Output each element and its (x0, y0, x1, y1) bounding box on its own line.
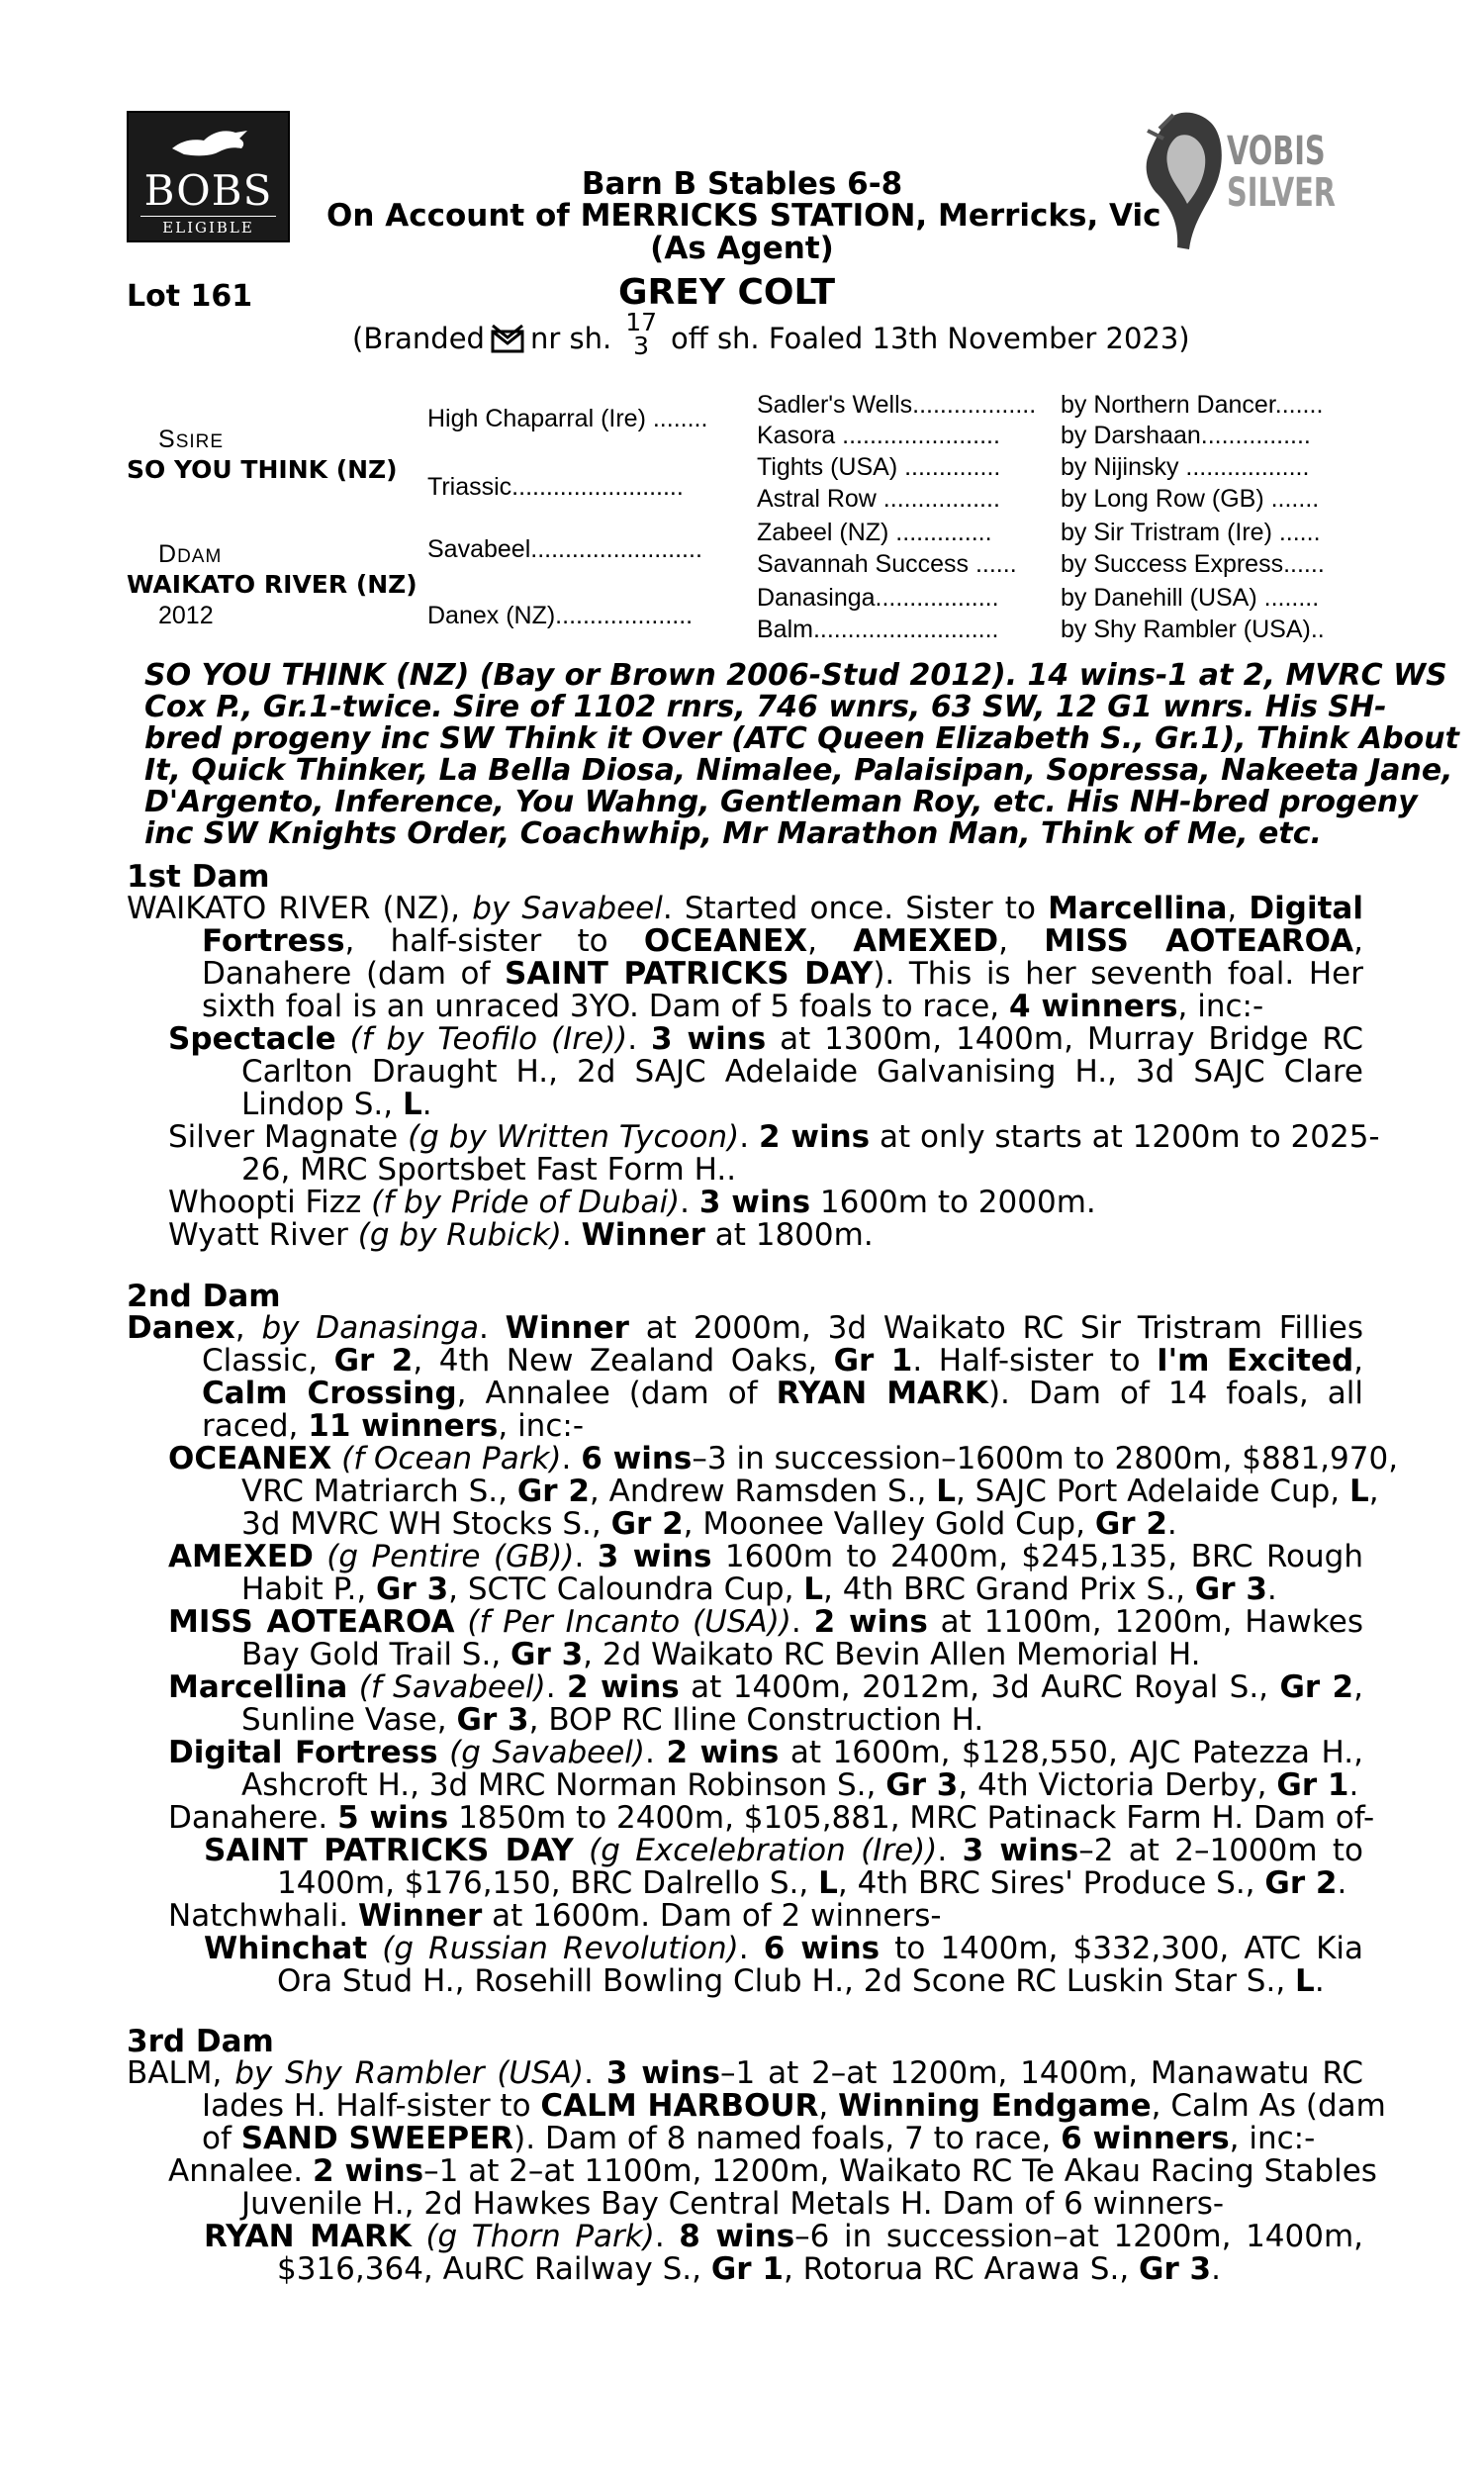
progeny-entry (127, 1606, 1363, 1671)
grand-progeny-entry (127, 2221, 1363, 2286)
summary-line: SO YOU THINK (NZ) (Bay or Brown 2006-Stud 2012). 14 wins-1 at 2, MVRC WS (144, 658, 1447, 693)
dam-name: WAIKATO RIVER (NZ) (127, 570, 417, 599)
pedigree-gen2: Triassic......................... (427, 473, 684, 501)
progeny-entry-line: Ashcroft H., 3d MRC Norman Robinson S., Gr 3, 4th Victoria Derby, Gr 1. (241, 1767, 1359, 1803)
progeny-entry (127, 1671, 1363, 1737)
dam-intro-line: WAIKATO RIVER (NZ), by Savabeel. Started once. Sister to Marcellina, Digital (127, 891, 1363, 926)
grand-progeny-entry (127, 1835, 1363, 1900)
grand-progeny-entry-line: Whinchat (g Russian Revolution). 6 wins to 1400m, $332,300, ATC Kia (204, 1931, 1364, 1966)
dam-label: DDAM (158, 540, 223, 568)
first-dam-section (127, 891, 1380, 1253)
summary-line: inc SW Knights Order, Coachwhip, Mr Marathon Man, Think of Me, etc. (144, 816, 1322, 851)
progeny-entry (127, 1800, 1375, 1836)
brand-near-side: nr sh. (529, 322, 612, 355)
progeny-entry-line: Annalee. 2 wins–1 at 2–at 1100m, 1200m, Waikato RC Te Akau Racing Stables (168, 2153, 1377, 2189)
summary-line: It, Quick Thinker, La Bella Diosa, Nimalee, Palaisipan, Sopressa, Nakeeta Jane, (144, 753, 1453, 788)
logo-text-vobis: VOBIS (1227, 129, 1326, 174)
brand-off-top: 17 (625, 308, 657, 336)
dam-intro-line: Fortress, half-sister to OCEANEX, AMEXED, MISS AOTEAROA, (202, 923, 1363, 959)
dam-intro-line: Iades H. Half-sister to CALM HARBOUR, Winning Endgame, Calm As (dam (202, 2088, 1386, 2124)
third-dam-section (127, 2055, 1386, 2287)
grand-progeny-entry-line: 1400m, $176,150, BRC Dalrello S., L, 4th BRC Sires' Produce S., Gr 2. (277, 1865, 1347, 1901)
lot-number: Lot 161 (127, 279, 253, 314)
pedigree-gen3-sire: by Long Row (GB) ....... (1061, 485, 1320, 513)
dam-intro-line: Danex, by Danasinga. Winner at 2000m, 3d Waikato RC Sir Tristram Fillies (127, 1310, 1363, 1346)
progeny-entry-line: Natchwhali. Winner at 1600m. Dam of 2 winners- (168, 1898, 942, 1934)
progeny-entry (127, 1219, 1363, 1252)
pedigree-gen3-sire: by Success Express...... (1061, 550, 1325, 578)
summary-line: Cox P., Gr.1-twice. Sire of 1102 rnrs, 746 wnrs, 63 SW, 12 G1 wnrs. His SH- (144, 690, 1387, 724)
horse-head-icon (1140, 109, 1231, 257)
dam-intro (127, 893, 1363, 1023)
progeny-entry (127, 1441, 1399, 1542)
pedigree-gen3-sire: by Sir Tristram (Ire) ...... (1061, 519, 1321, 546)
brand-off-bottom: 3 (633, 332, 650, 360)
progeny-entry-line: Bay Gold Trail S., Gr 3, 2d Waikato RC Bevin Allen Memorial H. (241, 1637, 1201, 1672)
bobs-eligible-logo (127, 111, 290, 242)
pedigree-gen3: Tights (USA) .............. (757, 453, 1001, 481)
vobis-silver-logo (1140, 109, 1367, 257)
brand-off-side-number (625, 308, 657, 360)
progeny-entry-line: Habit P., Gr 3, SCTC Caloundra Cup, L, 4th BRC Grand Prix S., Gr 3. (241, 1571, 1277, 1607)
progeny-entry (127, 1737, 1363, 1802)
grand-progeny-entry (127, 1933, 1363, 1998)
progeny-entry-line: Carlton Draught H., 2d SAJC Adelaide Galvanising H., 3d SAJC Clare (241, 1054, 1363, 1090)
progeny-entry-line: OCEANEX (f Ocean Park). 6 wins–3 in succession–1600m to 2800m, $881,970, (168, 1441, 1399, 1476)
progeny-entry-line: Lindop S., L. (241, 1087, 432, 1122)
brand-mark-icon (491, 324, 524, 353)
dam-intro-line: sixth foal is an unraced 3YO. Dam of 5 foals to race, 4 winners, inc:- (202, 989, 1264, 1024)
agent-line: (As Agent) (650, 231, 834, 266)
pedigree-gen2: High Chaparral (Ire) ........ (427, 405, 708, 432)
pedigree-gen3-sire: by Nijinsky .................. (1061, 453, 1310, 481)
grand-progeny-entry-line: SAINT PATRICKS DAY (g Excelebration (Ire)). 3 wins–2 at 2–1000m to (204, 1833, 1364, 1868)
progeny-entry-line: Marcellina (f Savabeel). 2 wins at 1400m, 2012m, 3d AuRC Royal S., Gr 2, (168, 1669, 1363, 1705)
second-dam-heading: 2nd Dam (127, 1279, 281, 1314)
progeny-entry-line: MISS AOTEAROA (f Per Incanto (USA)). 2 wins at 1100m, 1200m, Hawkes (168, 1604, 1363, 1640)
summary-line: D'Argento, Inference, You Wahng, Gentleman Roy, etc. His NH-bred progeny (144, 785, 1418, 819)
sire-summary (144, 658, 1459, 851)
logo-text-eligible: ELIGIBLE (140, 216, 276, 237)
pedigree-gen3-sire: by Danehill (USA) ........ (1061, 584, 1320, 612)
pedigree-gen3-sire: by Northern Dancer....... (1061, 391, 1324, 419)
progeny-entry (127, 1187, 1363, 1219)
pedigree-gen3-sire: by Darshaan................ (1061, 422, 1311, 449)
progeny-entry (127, 1900, 1363, 1933)
dam-intro-line: Calm Crossing, Annalee (dam of RYAN MARK). Dam of 14 foals, all (202, 1376, 1364, 1411)
dam-intro (127, 2055, 1386, 2156)
progeny-entry-line: Juvenile H., 2d Hawkes Bay Central Metals H. Dam of 6 winners- (241, 2186, 1225, 2222)
third-dam-heading: 3rd Dam (127, 2024, 274, 2059)
brand-prefix: (Branded (352, 322, 485, 355)
progeny-entry (127, 1119, 1380, 1188)
progeny-entry-line: 26, MRC Sportsbet Fast Form H.. (241, 1152, 737, 1188)
grand-progeny-entry-line: Ora Stud H., Rosehill Bowling Club H., 2d Scone RC Luskin Star S., L. (277, 1963, 1325, 1999)
progeny-entry (127, 1541, 1363, 1606)
dam-year: 2012 (158, 602, 214, 629)
progeny-entry-line: Spectacle (f by Teofilo (Ire)). 3 wins at 1300m, 1400m, Murray Bridge RC (168, 1021, 1363, 1057)
brand-description (352, 308, 1190, 362)
pedigree-gen3: Zabeel (NZ) .............. (757, 519, 992, 546)
dam-intro-line: Classic, Gr 2, 4th New Zealand Oaks, Gr 1. Half-sister to I'm Excited, (202, 1343, 1363, 1379)
vendor-line: On Account of MERRICKS STATION, Merricks, Vic (326, 198, 1161, 234)
dam-intro-line: of SAND SWEEPER). Dam of 8 named foals, 7 to race, 6 winners, inc:- (202, 2121, 1316, 2156)
logo-text-silver: SILVER (1227, 170, 1336, 216)
progeny-entry-line: Silver Magnate (g by Written Tycoon). 2 wins at only starts at 1200m to 2025- (168, 1119, 1380, 1155)
sire-label: SSIRE (158, 426, 225, 453)
progeny-entry (127, 2153, 1377, 2222)
sire-label-text: SIRE (175, 431, 225, 452)
progeny-entry (127, 1023, 1363, 1121)
sire-name: SO YOU THINK (NZ) (127, 455, 398, 484)
summary-line: bred progeny inc SW Think it Over (ATC Queen Elizabeth S., Gr.1), Think About (144, 721, 1459, 756)
pedigree-gen2: Danex (NZ).................... (427, 602, 694, 629)
grand-progeny-entry-line: $316,364, AuRC Railway S., Gr 1, Rotorua RC Arawa S., Gr 3. (277, 2251, 1221, 2287)
grand-progeny-entry-line: RYAN MARK (g Thorn Park). 8 wins–6 in succession–at 1200m, 1400m, (204, 2219, 1364, 2254)
dam-intro-line: raced, 11 winners, inc:- (202, 1408, 585, 1444)
progeny-entry-line: AMEXED (g Pentire (GB)). 3 wins 1600m to 2400m, $245,135, BRC Rough (168, 1539, 1363, 1574)
progeny-entry-line: Wyatt River (g by Rubick). Winner at 1800m. (168, 1217, 874, 1253)
pedigree-gen3-sire: by Shy Rambler (USA).. (1061, 616, 1325, 643)
racehorse-icon (170, 127, 249, 162)
progeny-entry-line: VRC Matriarch S., Gr 2, Andrew Ramsden S., L, SAJC Port Adelaide Cup, L, (241, 1474, 1379, 1509)
progeny-entry-line: Whoopti Fizz (f by Pride of Dubai). 3 wins 1600m to 2000m. (168, 1185, 1096, 1220)
progeny-entry-line: Sunline Vase, Gr 3, BOP RC Iline Construction H. (241, 1702, 984, 1738)
pedigree-gen3: Balm........................... (757, 616, 999, 643)
pedigree-gen3: Savannah Success ...... (757, 550, 1017, 578)
pedigree-gen3: Kasora ....................... (757, 422, 1000, 449)
dam-intro-line: BALM, by Shy Rambler (USA). 3 wins–1 at 2–at 1200m, 1400m, Manawatu RC (127, 2055, 1363, 2091)
pedigree-gen3: Astral Row ................. (757, 485, 1000, 513)
barn-location: Barn B Stables 6-8 (581, 166, 903, 202)
lot-title: GREY COLT (618, 272, 836, 313)
progeny-entry-line: 3d MVRC WH Stocks S., Gr 2, Moonee Valley Gold Cup, Gr 2. (241, 1506, 1177, 1542)
dam-label-text: DAM (177, 546, 223, 567)
progeny-entry-line: Digital Fortress (g Savabeel). 2 wins at 1600m, $128,550, AJC Patezza H., (168, 1735, 1364, 1770)
dam-intro-line: Danahere (dam of SAINT PATRICKS DAY). This is her seventh foal. Her (202, 956, 1363, 992)
logo-text-bobs: BOBS (143, 166, 273, 215)
pedigree-gen3: Danasinga.................. (757, 584, 999, 612)
first-dam-heading: 1st Dam (127, 859, 270, 895)
brand-suffix: off sh. Foaled 13th November 2023) (671, 322, 1190, 355)
pedigree-gen2: Savabeel......................... (427, 535, 702, 563)
pedigree-gen3: Sadler's Wells.................. (757, 391, 1037, 419)
second-dam-section (127, 1310, 1399, 1999)
progeny-entry-line: Danahere. 5 wins 1850m to 2400m, $105,881, MRC Patinack Farm H. Dam of- (168, 1800, 1375, 1836)
dam-intro (127, 1312, 1363, 1443)
